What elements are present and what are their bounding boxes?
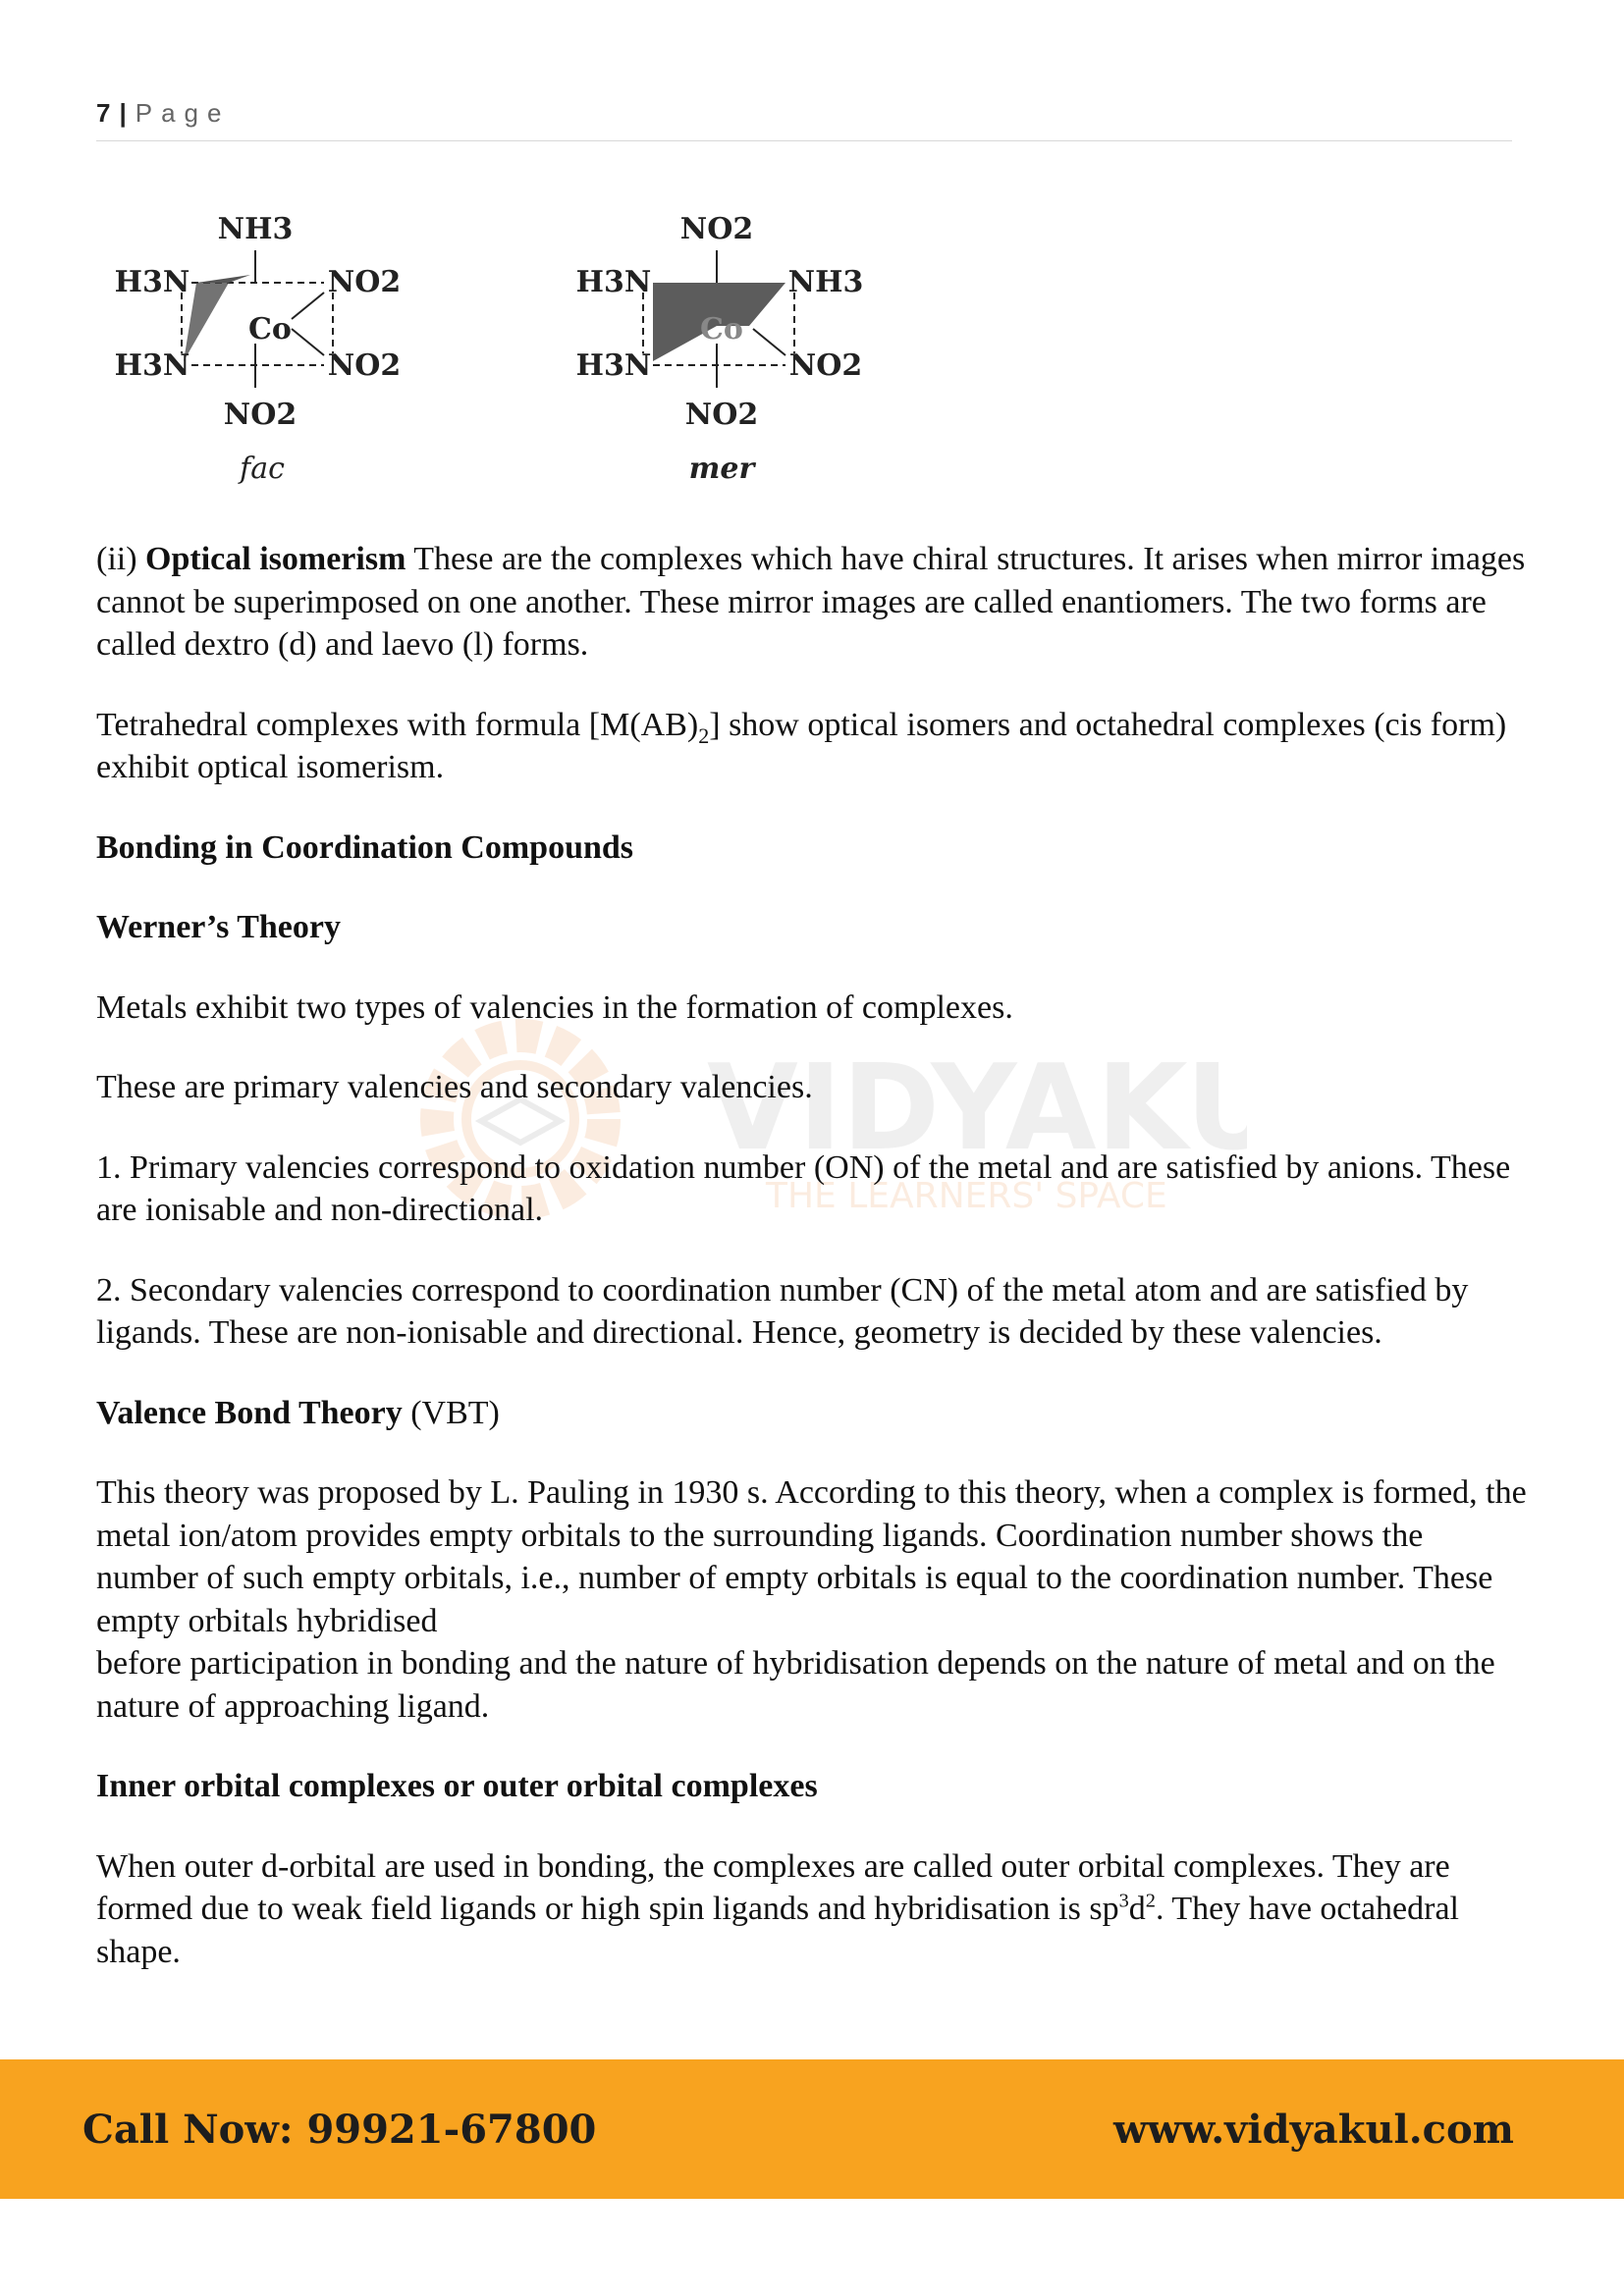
outer-text-after: . They have octahedral shape. [96, 1891, 1459, 1970]
footer-banner [0, 2059, 1624, 2199]
metals-valencies-paragraph: Metals exhibit two types of valencies in the formation of complexes. [96, 988, 1013, 1026]
tetrahedral-text-after: ] show optical isomers and octahedral complexes (cis form) exhibit optical isomerism. [96, 706, 1507, 785]
page-label: Page [135, 98, 231, 128]
fac-upper-right-ligand: NO2 [327, 265, 402, 299]
hybridisation-sup-1: 3 [1118, 1890, 1129, 1912]
mer-bottom-ligand: NO2 [684, 398, 759, 432]
mer-caption: mer [688, 452, 755, 486]
page-content [96, 538, 1530, 2010]
fac-central-atom: Co [248, 312, 292, 347]
vbt-paragraph [96, 1471, 1530, 1728]
mer-lower-left-ligand: H3N [575, 348, 652, 383]
call-now-text: Call Now: 99921-67800 [82, 2107, 597, 2153]
page-header [96, 98, 1512, 141]
mer-lower-right-ligand: NO2 [788, 348, 863, 383]
primary-valencies-paragraph: 1. Primary valencies correspond to oxidation number (ON) of the metal and are satisfied by anions. These are ionisable and non-directional. [96, 1148, 1511, 1228]
formula-subscript: 2 [698, 722, 710, 748]
bonding-heading: Bonding in Coordination Compounds [96, 828, 634, 866]
watermark-brand: VIDYAKU [707, 1041, 1247, 1177]
primary-secondary-paragraph: These are primary valencies and secondary valencies. [96, 1069, 813, 1105]
fac-top-ligand: NH3 [217, 212, 294, 246]
optical-isomerism-text: These are the complexes which have chiral structures. It arises when mirror images cannot be superimposed on one another. These mirror images are called enantiomers. The two forms are called dextro (d) and laevo (l) forms. [96, 541, 1526, 663]
outer-text-before: When outer d-orbital are used in bonding, the complexes are called outer orbital complexes. They are formed due to weak field ligands or high spin ligands and hybridisation is sp [96, 1847, 1450, 1927]
fac-isomer-diagram [115, 212, 402, 486]
optical-isomerism-term: Optical isomerism [145, 541, 406, 577]
tetrahedral-text-before: Tetrahedral complexes with formula [M(AB) [96, 706, 699, 743]
fac-caption: fac [240, 452, 285, 486]
website-link[interactable]: www.vidyakul.com [1112, 2107, 1514, 2153]
vbt-heading-abbrev: (VBT) [402, 1394, 500, 1431]
vbt-text-line-2: before participation in bonding and the nature of hybridisation depends on the nature of metal and on the nature of approaching ligand. [96, 1645, 1495, 1725]
page-number: 7 [96, 98, 112, 128]
fac-bottom-ligand: NO2 [223, 398, 298, 432]
fac-mer-isomer-figures [113, 206, 957, 501]
fac-lower-left-ligand: H3N [114, 348, 190, 383]
mer-isomer-diagram [576, 212, 864, 486]
optical-prefix: (ii) [96, 541, 146, 577]
werner-theory-heading: Werner’s Theory [96, 909, 341, 945]
outer-orbital-paragraph [96, 1845, 1530, 1974]
hybridisation-d: d [1128, 1891, 1146, 1927]
mer-central-atom: Co [700, 312, 743, 347]
secondary-valencies-paragraph: 2. Secondary valencies correspond to coordination number (CN) of the metal atom and are satisfied by ligands. These are non-ionisable and directional. Hence, geometry is decided by these valencies. [96, 1271, 1469, 1351]
fac-upper-left-ligand: H3N [114, 265, 190, 299]
optical-isomerism-paragraph [96, 538, 1530, 667]
mer-upper-left-ligand: H3N [575, 265, 652, 299]
vbt-text-line-1: This theory was proposed by L. Pauling in 1930 s. According to this theory, when a complex is formed, the metal ion/atom provides empty orbitals to the surrounding ligands. Coordination number shows the number of such empty orbitals, i.e., number of empty orbitals is equal to the coordination number. These empty orbitals hybridised [96, 1474, 1527, 1639]
vbt-heading [96, 1392, 1530, 1435]
mer-upper-right-ligand: NH3 [787, 265, 864, 299]
fac-lower-right-ligand: NO2 [327, 348, 402, 383]
mer-top-ligand: NO2 [679, 212, 754, 246]
header-separator: | [119, 98, 128, 128]
inner-outer-heading: Inner orbital complexes or outer orbital complexes [96, 1768, 818, 1804]
tetrahedral-paragraph [96, 704, 1530, 789]
watermark-tagline: THE LEARNERS' SPACE [766, 1176, 1167, 1216]
hybridisation-sup-2: 2 [1145, 1890, 1156, 1912]
vbt-heading-bold: Valence Bond Theory [96, 1394, 403, 1431]
